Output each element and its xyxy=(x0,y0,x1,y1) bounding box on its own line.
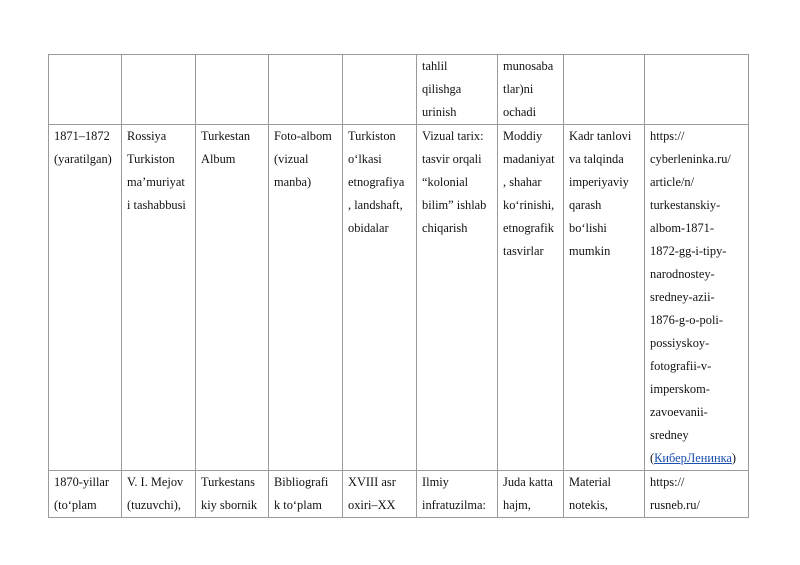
table-cell xyxy=(645,125,749,471)
cell-text-line: (yaratilgan) xyxy=(54,152,112,166)
cell-text-line: 1871–1872 xyxy=(54,129,110,143)
table-cell xyxy=(564,125,645,471)
table-cell xyxy=(417,55,498,125)
cell-text-line: Juda katta xyxy=(503,475,553,489)
cell-text-line: turkestanskiy- xyxy=(650,198,721,212)
table-cell xyxy=(343,55,417,125)
table-cell xyxy=(417,125,498,471)
cell-text-line: 1872-gg-i-tipy- xyxy=(650,244,727,258)
cell-text-line: Bibliografi xyxy=(274,475,329,489)
cell-text-line: 1876-g-o-poli- xyxy=(650,313,723,327)
table-cell xyxy=(196,125,269,471)
cell-text-line: etnografiya xyxy=(348,175,405,189)
table-cell xyxy=(49,471,122,518)
cell-text-line: sredney xyxy=(650,428,689,442)
table-cell xyxy=(564,471,645,518)
table-cell xyxy=(49,55,122,125)
cell-text-line: rusneb.ru/ xyxy=(650,498,700,512)
cell-text-line: albom-1871- xyxy=(650,221,715,235)
cell-text-line: infratuzilma: xyxy=(422,498,486,512)
cell-text-line: possiyskoy- xyxy=(650,336,710,350)
cell-text-line: Kadr tanlovi xyxy=(569,129,632,143)
cell-text-line: Moddiy xyxy=(503,129,543,143)
cell-text-line: tlar)ni xyxy=(503,82,534,96)
cell-text-line: chiqarish xyxy=(422,221,468,235)
cell-text-line: https:// xyxy=(650,475,685,489)
cell-text-line: (tuzuvchi), xyxy=(127,498,182,512)
cell-text-line: etnografik xyxy=(503,221,554,235)
cell-text-line: qilishga xyxy=(422,82,462,96)
cell-text-line: narodnostey- xyxy=(650,267,715,281)
table-row xyxy=(49,471,749,518)
cell-text-line: , landshaft, xyxy=(348,198,403,212)
cell-text-line: tasvirlar xyxy=(503,244,544,258)
cell-text-line: Album xyxy=(201,152,236,166)
cell-text-line: Foto-albom xyxy=(274,129,332,143)
cell-text-line: hajm, xyxy=(503,498,531,512)
cell-text-line: notekis, xyxy=(569,498,608,512)
cell-text-line: Rossiya xyxy=(127,129,167,143)
cell-text-line: article/n/ xyxy=(650,175,695,189)
cell-text-line: Turkestan xyxy=(201,129,251,143)
cell-text-line: ma’muriyat xyxy=(127,175,185,189)
cell-text-line: Ilmiy xyxy=(422,475,449,489)
cell-text-line: bilim” ishlab xyxy=(422,198,487,212)
cell-text-line: ochadi xyxy=(503,105,537,119)
cell-text-line: (vizual xyxy=(274,152,309,166)
cell-text-line: V. I. Mejov xyxy=(127,475,184,489)
table-cell xyxy=(269,55,343,125)
cell-text-line: i tashabbusi xyxy=(127,198,186,212)
table-cell xyxy=(196,471,269,518)
cell-text-line: (to‘plam xyxy=(54,498,97,512)
table-cell xyxy=(269,471,343,518)
table-cell xyxy=(196,55,269,125)
cell-text-line: , shahar xyxy=(503,175,542,189)
cell-text-line: “kolonial xyxy=(422,175,469,189)
cell-text-line: mumkin xyxy=(569,244,611,258)
cell-text-line: obidalar xyxy=(348,221,389,235)
table-cell xyxy=(269,125,343,471)
cell-text-line: 1870-yillar xyxy=(54,475,110,489)
table-cell xyxy=(564,55,645,125)
cell-text-line: XVIII asr xyxy=(348,475,396,489)
cell-text-line: imperskom- xyxy=(650,382,710,396)
table-cell xyxy=(645,471,749,518)
cell-text-line: tasvir orqali xyxy=(422,152,482,166)
table-cell xyxy=(498,55,564,125)
table-cell xyxy=(122,55,196,125)
cyberleninka-link[interactable]: КиберЛенинка xyxy=(654,451,732,465)
cell-text-line: fotografii-v- xyxy=(650,359,712,373)
table-cell xyxy=(122,471,196,518)
sources-table xyxy=(48,54,749,518)
cell-text-line: manba) xyxy=(274,175,312,189)
cell-text-line: cyberleninka.ru/ xyxy=(650,152,731,166)
table-cell xyxy=(498,125,564,471)
paren-open: ( xyxy=(650,451,655,465)
cell-text-line: sredney-azii- xyxy=(650,290,715,304)
cell-text-line: o‘lkasi xyxy=(348,152,382,166)
cell-text-line: https:// xyxy=(650,129,685,143)
cell-text-line: bo‘lishi xyxy=(569,221,607,235)
table-cell xyxy=(417,471,498,518)
table-row xyxy=(49,55,749,125)
source-link-line xyxy=(650,447,745,470)
cell-text-line: urinish xyxy=(422,105,457,119)
cell-text-line: Turkiston xyxy=(348,129,396,143)
cell-text-line: tahlil xyxy=(422,59,448,73)
cell-text-line: k to‘plam xyxy=(274,498,322,512)
cell-text-line: ko‘rinishi, xyxy=(503,198,555,212)
table-cell xyxy=(122,125,196,471)
paren-close: ) xyxy=(731,451,737,465)
table-cell xyxy=(343,125,417,471)
table-cell xyxy=(49,125,122,471)
cell-text-line: Turkestans xyxy=(201,475,255,489)
cell-text-line: imperiyaviy xyxy=(569,175,629,189)
cell-text-line: Material xyxy=(569,475,611,489)
table-cell xyxy=(343,471,417,518)
cell-text-line: kiy sbornik xyxy=(201,498,258,512)
cell-text-line: Vizual tarix: xyxy=(422,129,484,143)
cell-text-line: zavoevanii- xyxy=(650,405,708,419)
table-cell xyxy=(498,471,564,518)
cell-text-line: qarash xyxy=(569,198,602,212)
table-row xyxy=(49,125,749,471)
cell-text-line: munosaba xyxy=(503,59,554,73)
table-cell xyxy=(645,55,749,125)
cell-text-line: madaniyat xyxy=(503,152,555,166)
cell-text-line: oxiri–XX xyxy=(348,498,396,512)
cell-text-line: va talqinda xyxy=(569,152,624,166)
cell-text-line: Turkiston xyxy=(127,152,175,166)
